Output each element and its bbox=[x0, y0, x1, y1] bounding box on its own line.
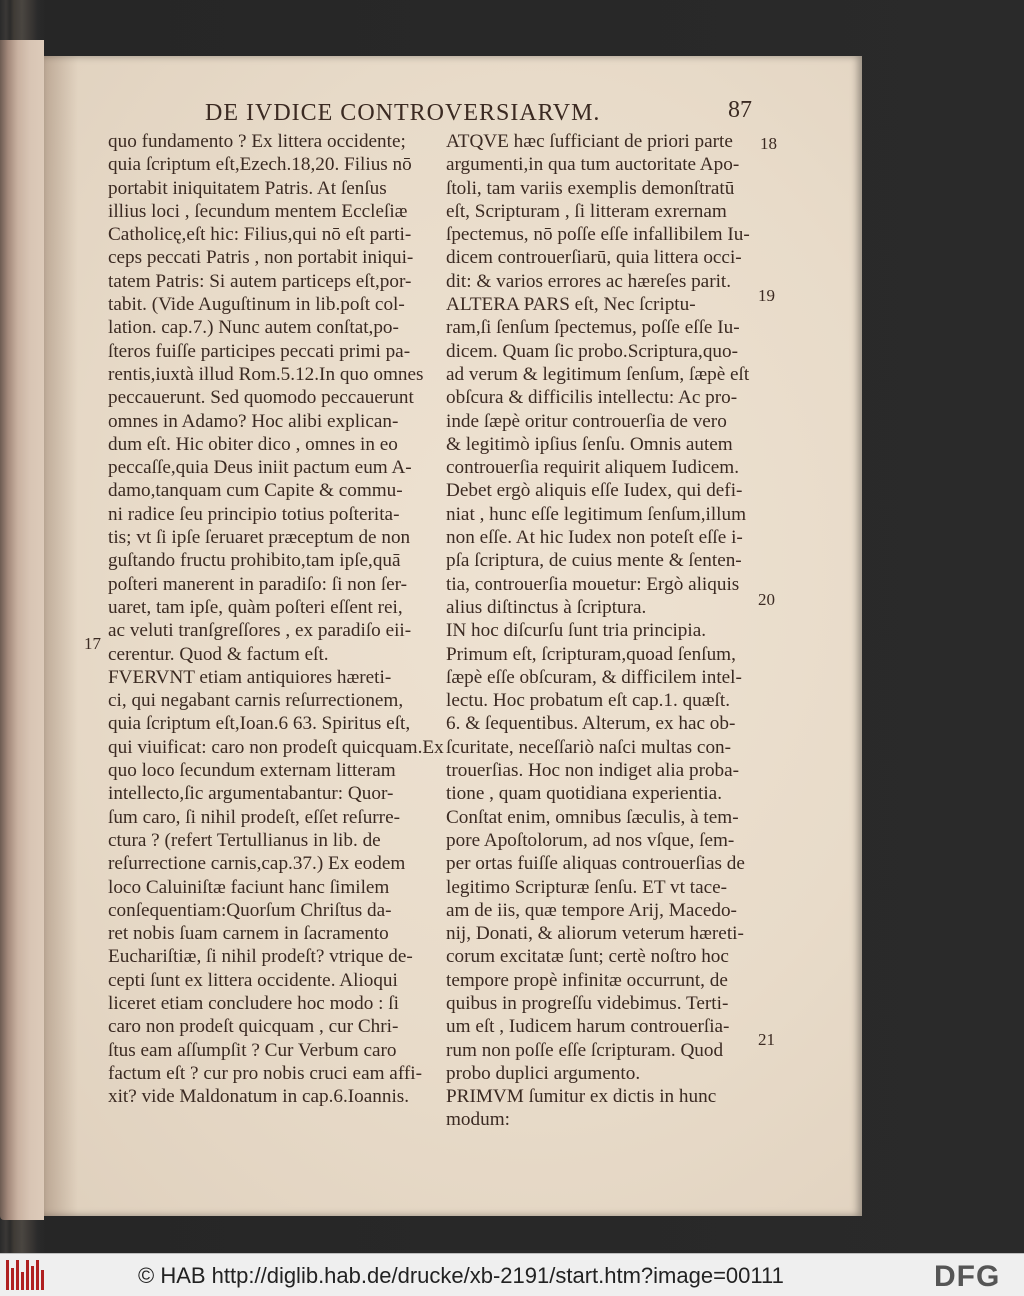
left-column-line: ſum caro, ſi nihil prodeſt, eſſet reſurre- bbox=[108, 806, 400, 828]
right-column-line: ad verum & legitimum ſenſum, ſæpè eſt bbox=[446, 363, 750, 385]
right-column-line: controuerſia requirit aliquem Iudicem. bbox=[446, 457, 740, 479]
left-column-line: ctura ? (refert Tertullianus in lib. de bbox=[108, 829, 381, 851]
left-column-line: FVERVNT etiam antiquiores hæreti- bbox=[108, 666, 392, 688]
right-column-line: ſcuritate, neceſſariò naſci multas con- bbox=[446, 736, 732, 758]
right-column-line: legitimo Scripturæ ſenſu. ET vt tace- bbox=[446, 876, 728, 898]
left-column-line: portabit iniquitatem Patris. At ſenſus bbox=[108, 177, 387, 199]
left-column-line: conſequentiam:Quorſum Chriſtus da- bbox=[108, 899, 392, 921]
right-column-line: ſpectemus, nō poſſe eſſe infallibilem Iu- bbox=[446, 224, 750, 246]
right-column-line: ram,ſi ſenſum ſpectemus, poſſe eſſe Iu- bbox=[446, 317, 740, 339]
right-column-line: tia, controuerſia mouetur: Ergò aliquis bbox=[446, 573, 740, 595]
right-column-line: tione , quam quotidiana experientia. bbox=[446, 783, 722, 805]
right-column-line: Debet ergò aliquis eſſe Iudex, qui defi- bbox=[446, 480, 743, 502]
left-column-line: ni radice ſeu principio totius poſterita- bbox=[108, 503, 400, 525]
right-column-line: argumenti,in qua tum auctoritate Apo- bbox=[446, 154, 740, 176]
left-column-line: factum eſt ? cur pro nobis cruci eam affi- bbox=[108, 1062, 422, 1084]
right-column-line: probo duplici argumento. bbox=[446, 1062, 641, 1084]
left-column-line: rentis,iuxtà illud Rom.5.12.In quo omnes bbox=[108, 363, 424, 385]
right-column-line: eſt, Scripturam , ſi litteram exrernam bbox=[446, 200, 727, 222]
right-column-line: non eſſe. At hic Iudex non poteſt eſſe i- bbox=[446, 527, 743, 549]
right-column-line: modum: bbox=[446, 1109, 510, 1131]
running-head: DE IVDICE CONTROVERSIARVM. bbox=[205, 100, 601, 126]
left-column-line: poſteri manerent in paradiſo: ſi non ſer- bbox=[108, 573, 408, 595]
right-column-line: dicem. Quam ſic probo.Scriptura,quo- bbox=[446, 340, 739, 362]
marginal-number-17: 17 bbox=[84, 634, 101, 653]
right-column-line: ſæpè eſſe obſcuram, & difficilem intel- bbox=[446, 666, 742, 688]
right-column-line: am de iis, quæ tempore Arij, Macedo- bbox=[446, 899, 737, 921]
left-column-line: caro non prodeſt quicquam , cur Chri- bbox=[108, 1016, 399, 1038]
right-column-line: alius diſtinctus à ſcriptura. bbox=[446, 596, 647, 618]
left-column-line: intellecto,ſic argumentabantur: Quor- bbox=[108, 783, 394, 805]
left-column-line: ac veluti tranſgreſſores , ex paradiſo eii- bbox=[108, 620, 412, 642]
gutter-shadow bbox=[44, 56, 78, 1216]
right-column-line: ſtoli, tam variis exemplis demonſtratū bbox=[446, 177, 735, 199]
marginal-number-18: 18 bbox=[760, 134, 777, 153]
dfg-logo[interactable]: DFG bbox=[934, 1260, 1001, 1293]
left-column-line: peccaſſe,quia Deus iniit pactum eum A- bbox=[108, 457, 412, 479]
right-column-line: nij, Donati, & aliorum veterum hæreti- bbox=[446, 923, 744, 945]
left-column-line: quia ſcriptum eſt,Ezech.18,20. Filius nō bbox=[108, 154, 412, 176]
left-column-line: tatem Patris: Si autem particeps eſt,por- bbox=[108, 270, 412, 292]
left-column-line: cerentur. Quod & factum eſt. bbox=[108, 643, 329, 665]
right-column-line: tempore propè infinitæ occurrunt, de bbox=[446, 969, 728, 991]
right-column-line: 6. & ſequentibus. Alterum, ex hac ob- bbox=[446, 713, 736, 735]
right-column-line: dicem controuerſiarū, quia littera occi- bbox=[446, 247, 742, 269]
left-column-line: guſtando fructu prohibito,tam ipſe,quā bbox=[108, 550, 401, 572]
left-column-line: illius loci , ſecundum mentem Eccleſiæ bbox=[108, 200, 408, 222]
hab-logo-icon[interactable] bbox=[6, 1258, 46, 1290]
left-column-line: peccauerunt. Sed quomodo peccauerunt bbox=[108, 387, 414, 409]
left-column-line: quo loco ſecundum externam litteram bbox=[108, 760, 396, 782]
right-column-line: niat , hunc eſſe legitimum ſenſum,illum bbox=[446, 503, 747, 525]
left-column-line: uaret, tam ipſe, quàm poſteri eſſent rei, bbox=[108, 596, 403, 618]
right-column-line: dit: & varios errores ac hæreſes parit. bbox=[446, 270, 732, 292]
right-column-line: lectu. Hoc probatum eſt cap.1. quæſt. bbox=[446, 690, 731, 712]
left-column-line: ſteros fuiſſe participes peccati primi pa- bbox=[108, 340, 411, 362]
left-column-line: liceret etiam concludere hoc modo : ſi bbox=[108, 992, 399, 1014]
right-column-line: Primum eſt, ſcripturam,quoad ſenſum, bbox=[446, 643, 736, 665]
right-column-line: inde ſæpè oritur controuerſia de vero bbox=[446, 410, 727, 432]
left-column-line: dum eſt. Hic obiter dico , omnes in eo bbox=[108, 433, 398, 455]
left-column-line: damo,tanquam cum Capite & commu- bbox=[108, 480, 403, 502]
left-column-line: ceps peccati Patris , non portabit iniqui- bbox=[108, 247, 414, 269]
left-column-line: quia ſcriptum eſt,Ioan.6 63. Spiritus eſt, bbox=[108, 713, 411, 735]
right-column-line: corum excitatæ ſunt; certè noſtro hoc bbox=[446, 946, 729, 968]
right-column-line: IN hoc diſcurſu ſunt tria principia. bbox=[446, 620, 707, 642]
left-column-line: ſtus eam aſſumpſit ? Cur Verbum caro bbox=[108, 1039, 397, 1061]
right-column-line: per ortas fuiſſe aliquas controuerſias de bbox=[446, 853, 745, 875]
left-column-line: loco Caluiniſtæ faciunt hanc ſimilem bbox=[108, 876, 390, 898]
right-column-line: & legitimò ipſius ſenſu. Omnis autem bbox=[446, 433, 733, 455]
left-column-line: omnes in Adamo? Hoc alibi explican- bbox=[108, 410, 399, 432]
left-column-line: reſurrectione carnis,cap.37.) Ex eodem bbox=[108, 853, 406, 875]
right-column-line: Conſtat enim, omnibus ſæculis, à tem- bbox=[446, 806, 739, 828]
page-number: 87 bbox=[728, 97, 752, 123]
marginal-number-20: 20 bbox=[758, 590, 775, 609]
right-text-column bbox=[446, 130, 786, 1132]
right-column-line: quibus in progreſſu videbimus. Terti- bbox=[446, 992, 729, 1014]
right-column-line: trouerſias. Hoc non indiget alia proba- bbox=[446, 760, 740, 782]
right-column-line: pore Apoſtolorum, ad nos vſque, ſem- bbox=[446, 829, 735, 851]
left-text-column bbox=[108, 130, 448, 1108]
right-column-line: PRIMVM ſumitur ex dictis in hunc bbox=[446, 1086, 717, 1108]
left-column-line: qui viuificat: caro non prodeſt quicquam.Ex bbox=[108, 736, 444, 758]
left-column-line: Euchariſtiæ, ſi nihil prodeſt? vtrique de- bbox=[108, 946, 413, 968]
left-column-line: ret nobis ſuam carnem in ſacramento bbox=[108, 923, 389, 945]
right-column-line: ATQVE hæc ſufficiant de priori parte bbox=[446, 131, 733, 152]
left-column-line: tabit. (Vide Auguſtinum in lib.poſt col- bbox=[108, 294, 405, 316]
right-column-line: pſa ſcriptura, de cuius mente & ſenten- bbox=[446, 550, 742, 572]
right-column-line: rum non poſſe eſſe ſcripturam. Quod bbox=[446, 1039, 724, 1061]
left-column-line: Catholicę,eſt hic: Filius,qui nō eſt parti- bbox=[108, 224, 412, 246]
left-column-line: xit? vide Maldonatum in cap.6.Ioannis. bbox=[108, 1086, 410, 1108]
left-column-line: quo fundamento ? Ex littera occidente; bbox=[108, 131, 406, 152]
marginal-number-19: 19 bbox=[758, 286, 775, 305]
left-column-line: tis; vt ſi ipſe ſeruaret præceptum de non bbox=[108, 527, 411, 549]
source-citation-link[interactable]: © HAB http://diglib.hab.de/drucke/xb-2191/start.htm?image=00111 bbox=[138, 1263, 784, 1288]
left-column-line: lation. cap.7.) Nunc autem conſtat,po- bbox=[108, 317, 399, 339]
marginal-number-21: 21 bbox=[758, 1030, 775, 1049]
right-column-line: um eſt , Iudicem harum controuerſia- bbox=[446, 1016, 730, 1038]
left-column-line: cepti ſunt ex littera occidente. Alioqui bbox=[108, 969, 398, 991]
right-column-line: obſcura & difficilis intellectu: Ac pro- bbox=[446, 387, 738, 409]
right-column-line: ALTERA PARS eſt, Nec ſcriptu- bbox=[446, 294, 696, 316]
facing-page-edge bbox=[0, 40, 44, 1220]
left-column-line: ci, qui negabant carnis reſurrectionem, bbox=[108, 690, 404, 712]
